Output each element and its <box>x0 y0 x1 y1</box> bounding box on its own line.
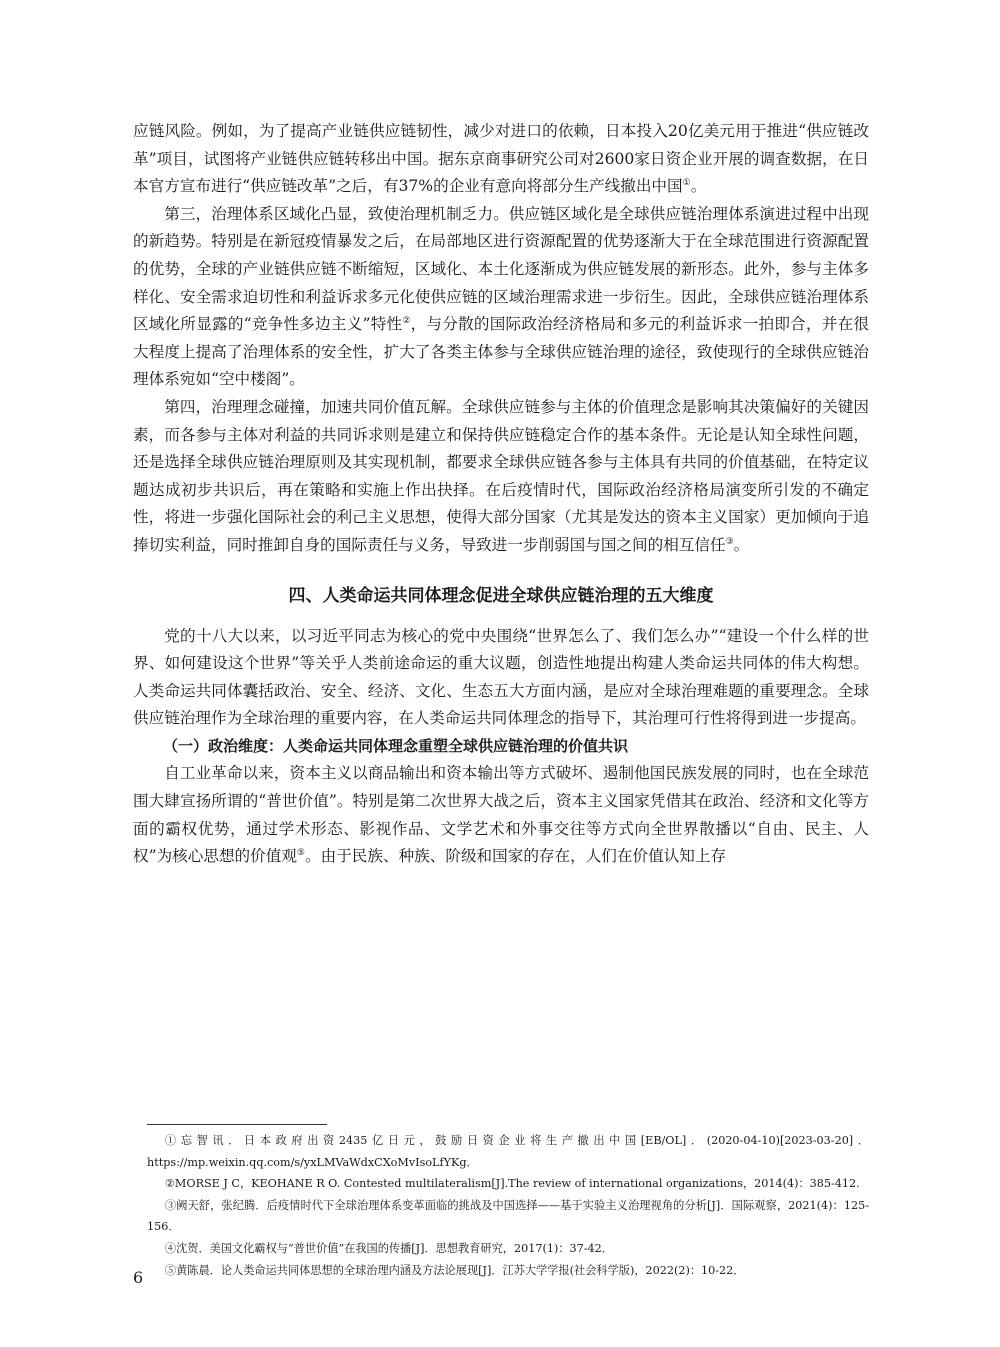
section-title: 四、人类命运共同体理念促进全球供应链治理的五大维度 <box>288 585 714 606</box>
footnote-ref: ③ <box>725 536 734 547</box>
paragraph: 自工业革命以来，资本主义以商品输出和资本输出等方式破坏、遏制他国民族发展的同时，也在全球范围大肆宣扬所谓的“普世价值”。特别是第二次世界大战之后，资本主义国家凭借其在政治、经济和文化等方面的霸权优势，通过学术形态、影视作品、文学艺术和外事交往等方式向全世界散播以“自由、民主、人权”为核心思想的价值观⑤。由于民族、种族、阶级和国家的存在，人们在价值认知上存 <box>133 764 869 866</box>
footnote: ①忘智讯．日本政府出资2435亿日元，鼓励日资企业将生产撤出中国[EB/OL]．(2020-04-10)[2023-03-20]．https://mp.weixin.qq.com/s/yxLMVaWdxCXoMvIsoLfYKg． <box>147 1134 869 1169</box>
paragraph: 第三，治理体系区域化凸显，致使治理机制乏力。供应链区域化是全球供应链治理体系演进过程中出现的新趋势。特别是在新冠疫情暴发之后，在局部地区进行资源配置的优势逐渐大于在全球范围进行资源配置的优势，全球的产业链供应链不断缩短，区域化、本土化逐渐成为供应链发展的新形态。此外，参与主体多样化、安全需求迫切性和利益诉求多元化使供应链的区域治理需求进一步衍生。因此，全球供应链治理体系区域化所显露的“竞争性多边主义”特性②，与分散的国际政治经济格局和多元的利益诉求一拍即合，并在很大程度上提高了治理体系的安全性，扩大了各类主体参与全球供应链治理的途径，致使现行的全球供应链治理体系宛如“空中楼阁”。 <box>133 204 869 389</box>
footnote-divider <box>147 1124 327 1125</box>
paragraph: 应链风险。例如，为了提高产业链供应链韧性，减少对进口的依赖，日本投入20亿美元用于推进“供应链改革”项目，试图将产业链供应链转移出中国。据东京商事研究公司对2600家日资企业开展的调查数据，在日本官方宣布进行“供应链改革”之后，有37%的企业有意向将部分生产线撤出中国①。 <box>133 122 869 196</box>
footnote-ref: ⑤ <box>296 848 305 859</box>
article-body <box>133 118 869 871</box>
footnote-ref: ① <box>682 178 691 188</box>
footnote: ③阙天舒，张纪腾．后疫情时代下全球治理体系变革面临的挑战及中国选择——基于实验主义治理视角的分析[J]．国际观察，2021(4)：125-156． <box>147 1198 869 1234</box>
footnote: ⑤黄陈晨．论人类命运共同体思想的全球治理内涵及方法论展现[J]．江苏大学学报(社会科学版)，2022(2)：10-22． <box>164 1263 745 1277</box>
footnote: ④沈贺．美国文化霸权与“普世价值”在我国的传播[J]．思想教育研究，2017(1)：37-42． <box>164 1241 613 1255</box>
sub-heading: （一）政治维度：人类命运共同体理念重塑全球供应链治理的价值共识 <box>163 736 629 755</box>
footnote-ref: ② <box>402 315 411 326</box>
footnote: ②MORSE J C，KEOHANE R O. Contested multilateralism[J].The review of international organizations，2014(4)：385-412. <box>164 1177 860 1191</box>
footnotes <box>147 1130 869 1281</box>
paragraph: 党的十八大以来，以习近平同志为核心的党中央围绕“世界怎么了、我们怎么办”“建设一个什么样的世界、如何建设这个世界”等关乎人类前途命运的重大议题，创造性地提出构建人类命运共同体的伟大构想。人类命运共同体囊括政治、安全、经济、文化、生态五大方面内涵，是应对全球治理难题的重要理念。全球供应链治理作为全球治理的重要内容，在人类命运共同体理念的指导下，其治理可行性将得到进一步提高。 <box>133 626 869 728</box>
paragraph: 第四，治理理念碰撞，加速共同价值瓦解。全球供应链参与主体的价值理念是影响其决策偏好的关键因素，而各参与主体对利益的共同诉求则是建立和保持供应链稳定合作的基本条件。无论是认知全球性问题，还是选择全球供应链治理原则及其实现机制，都要求全球供应链各参与主体具有共同的价值基础，在特定议题达成初步共识后，再在策略和实施上作出抉择。在后疫情时代，国际政治经济格局演变所引发的不确定性，将进一步强化国际社会的利己主义思想，使得大部分国家（尤其是发达的资本主义国家）更加倾向于追捧切实利益，同时推卸自身的国际责任与义务，导致进一步削弱国与国之间的相互信任③。 <box>133 397 869 554</box>
page-number: 6 <box>133 1268 144 1287</box>
